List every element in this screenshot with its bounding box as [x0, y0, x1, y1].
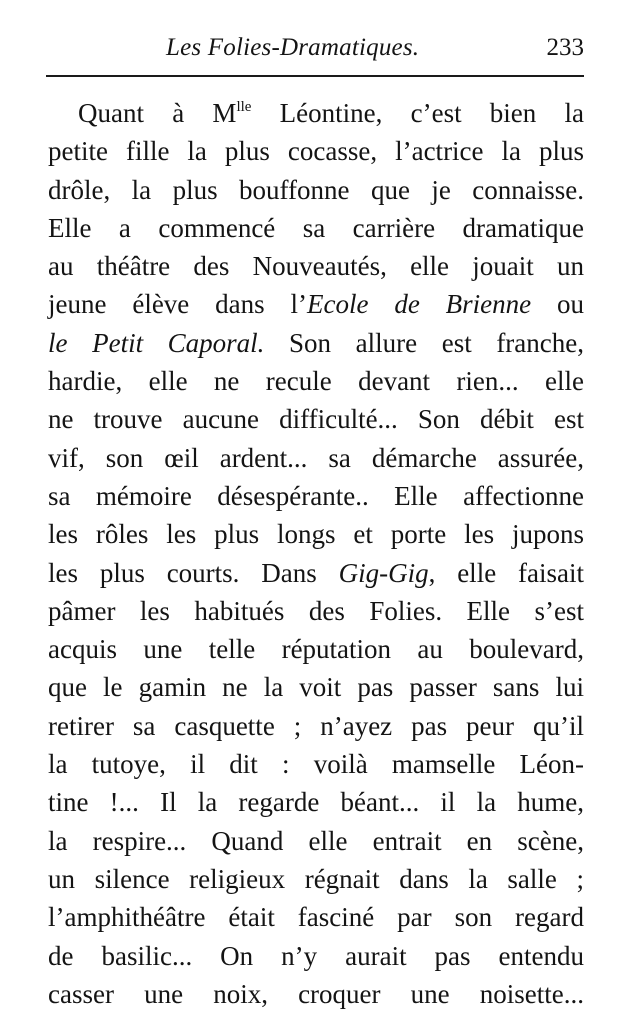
text-line: de basilic... On n’y aurait pas entendu [48, 940, 584, 971]
text-line: vif, son œil ardent... sa démarche assurée, [48, 442, 584, 473]
text-line: tine !... Il la regarde béant... il la hume, [48, 787, 584, 818]
text-line: hardie, elle ne recule devant rien... elle [48, 366, 584, 397]
italic-title: Gig-Gig [338, 557, 429, 588]
text-line: au théâtre des Nouveautés, elle jouait un [48, 251, 584, 282]
running-title: Les Folies-Dramatiques. [166, 34, 420, 61]
text-line: que le gamin ne la voit pas passer sans lui [48, 672, 584, 703]
text-line: les plus courts. Dans Gig-Gig, elle faisait [48, 557, 584, 588]
text-line: retirer sa casquette ; n’ayez pas peur qu’il [48, 710, 584, 741]
superscript-abbreviation: lle [236, 99, 252, 115]
running-head [46, 34, 584, 74]
italic-title: le Petit Caporal. [48, 327, 265, 358]
text-line: un silence religieux régnait dans la salle ; [48, 863, 584, 894]
text-line: Quant à $M^{lle}$ Léontine, c’est bien la [78, 98, 584, 128]
text-line: drôle, la plus bouffonne que je connaisse. [48, 174, 584, 205]
text-line: les rôles les plus longs et porte les jupons [48, 519, 584, 550]
text-line: l’amphithéâtre était fasciné par son regard [48, 902, 584, 933]
text-line: la respire... Quand elle entrait en scène, [48, 825, 584, 856]
text-line: petite fille la plus cocasse, l’actrice la plus [48, 136, 584, 167]
body-paragraph [48, 94, 584, 1013]
text-line: la tutoye, il dit : voilà mamselle Léon- [48, 749, 584, 780]
page-number: 233 [546, 34, 584, 61]
text-line: acquis une telle réputation au boulevard, [48, 634, 584, 665]
text-line: sa mémoire désespérante.. Elle affectionne [48, 480, 584, 511]
text-line: pâmer les habitués des Folies. Elle s’est [48, 595, 584, 626]
header-rule [46, 75, 584, 77]
text-line: le Petit Caporal. Son allure est franche, [48, 327, 584, 358]
text-line: jeune élève dans l’Ecole de Brienne ou [48, 289, 585, 320]
text-line: Elle a commencé sa carrière dramatique [48, 212, 584, 243]
italic-title: Ecole de Brienne [307, 289, 532, 320]
text-line: casser une noix, croquer une noisette... [48, 978, 584, 1009]
text-line: ne trouve aucune difficulté... Son débit est [48, 404, 584, 435]
